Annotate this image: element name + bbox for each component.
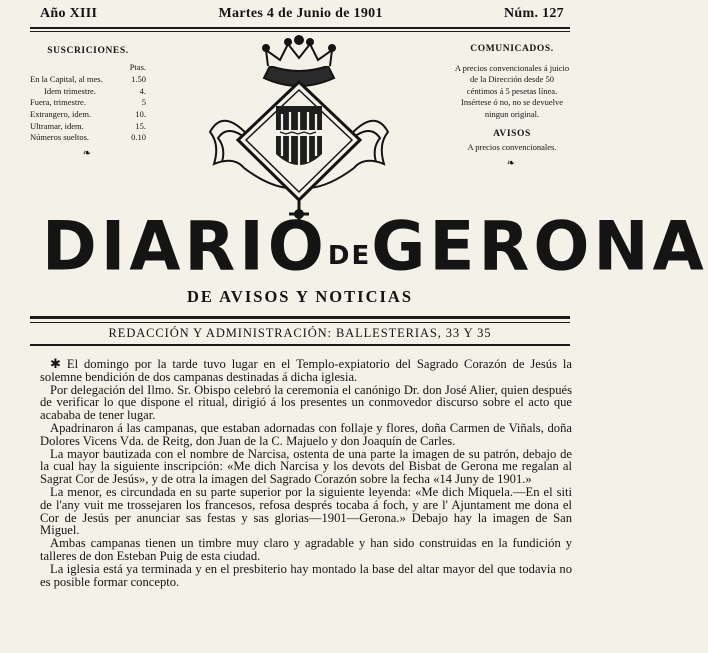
masthead-subtitle: DE AVISOS Y NOTICIAS bbox=[187, 287, 413, 306]
top-rule-thin bbox=[30, 31, 570, 32]
article-paragraph: La mayor bautizada con el nombre de Narcisa, ostenta de una parte la imagen de su patrón, debajo de la cual hay la siguiente inscripción: «Me dich Narcisa y los devots del Bisbat de Gerona me regalan al Sagrat Cor de Jesús», y de otra la imagen del Sagrado Corazón sobre la fecha «14 Juny de 1901.» bbox=[40, 446, 572, 487]
editorial-address: REDACCIÓN Y ADMINISTRACIÓN: BALLESTERIAS, 33 Y 35 bbox=[108, 326, 492, 340]
issue-date: Martes 4 de Junio de 1901 bbox=[218, 6, 383, 21]
subscription-label: Fuera, trimestre. bbox=[30, 97, 86, 108]
article-paragraph: Por delegación del Ilmo. Sr. Obispo celebró la ceremonia el canónigo Dr. don José Alier, quien después de verificar lo que dispone el ritual, dirigió á los presentes un conmovedor discurso sobre el acto que acababa de tener lugar. bbox=[40, 382, 572, 423]
article-paragraph: Ambas campanas tienen un timbre muy claro y agradable y han sido construidas en la fundición y talleres de don Esteban Puig de esta ciudad. bbox=[40, 536, 572, 563]
address-rule bbox=[30, 344, 570, 346]
subscription-row bbox=[30, 109, 146, 121]
ornament-icon: ❧ bbox=[506, 157, 518, 169]
article-paragraph: Apadrinaron á las campanas, que estaban adornadas con follaje y flores, doña Carmen de Viñals, doña Dolores Vicens Vda. de Reitg, don Juan de la C. Majuelo y don Joaquín de Carles. bbox=[40, 420, 572, 448]
comunicados-text: A precios convencionales á juicio de la Dirección desde 50 céntimos á 5 pesetas línea. Insértese ó no, no se devuelve ningun original. bbox=[454, 62, 570, 119]
subscription-label: Ultramar, idem. bbox=[30, 120, 84, 131]
masthead-rule bbox=[30, 316, 570, 319]
coat-of-arms-icon bbox=[196, 36, 402, 228]
ornament-icon: ❧ bbox=[82, 147, 94, 159]
subscriptions-unit: Ptas. bbox=[129, 61, 146, 72]
masthead-title bbox=[42, 207, 708, 286]
article-paragraph bbox=[40, 358, 572, 384]
subscription-value: 0.10 bbox=[131, 132, 146, 143]
comunicados-box bbox=[454, 44, 570, 169]
subscription-value: 4. bbox=[139, 85, 146, 96]
subscription-row bbox=[30, 74, 146, 86]
subscriptions-title: SUSCRICIONES. bbox=[47, 46, 129, 56]
comunicados-title: COMUNICADOS. bbox=[470, 44, 554, 54]
avisos-title: AVISOS bbox=[493, 128, 531, 139]
subscription-label: Idem trimestre. bbox=[44, 85, 96, 96]
subscription-label: En la Capital, al mes. bbox=[30, 74, 103, 85]
subscription-value: 1.50 bbox=[131, 74, 146, 85]
article-paragraph: La menor, es circundada en su parte superior por la siguiente leyenda: «Me dich Miquela.—En el siti de l'any vuit me trossejaren los francesos, refosa després tocaba á foch, y are l' Ajuntament me dona el Cor de Jesús per anunciar sas festas y sas glorias—1901—Gerona.» Debajo hay la imagen de San Miguel. bbox=[40, 484, 572, 538]
subscription-value: 15. bbox=[135, 120, 146, 131]
article-paragraph-text: El domingo por la tarde tuvo lugar en el Templo-expiatorio del Sagrado Corazón de Jesús la solemne bendición de dos campanas destinadas á dicha iglesia. bbox=[40, 357, 572, 384]
subscription-label: Números sueltos. bbox=[30, 132, 90, 143]
subscription-row bbox=[30, 97, 146, 109]
issue-number: Núm. 127 bbox=[504, 6, 564, 21]
masthead-rule-thin bbox=[30, 322, 570, 323]
subscription-value: 10. bbox=[135, 108, 146, 119]
avisos-text: A precios convencionales. bbox=[467, 142, 557, 153]
subscription-value: 5 bbox=[141, 97, 146, 108]
masthead-word-gerona: GERONA bbox=[371, 207, 708, 286]
subscription-label: Extrangero, idem. bbox=[30, 108, 92, 119]
masthead-word-de: DE bbox=[327, 241, 372, 271]
top-rule bbox=[30, 27, 570, 29]
issue-year: Año XIII bbox=[40, 6, 98, 21]
subscription-row bbox=[30, 132, 146, 144]
masthead-word-diario: DIARIO bbox=[42, 207, 328, 286]
article-body bbox=[40, 358, 572, 588]
subscription-row bbox=[30, 86, 146, 98]
subscription-row bbox=[30, 121, 146, 133]
issue-line bbox=[40, 4, 564, 24]
article-paragraph: La iglesia está ya terminada y en el presbiterio hay montado la base del altar mayor del que todavia no es posible formar concepto. bbox=[40, 561, 572, 589]
subscriptions-box bbox=[30, 46, 146, 159]
asterism-icon: ✱ bbox=[50, 356, 61, 371]
